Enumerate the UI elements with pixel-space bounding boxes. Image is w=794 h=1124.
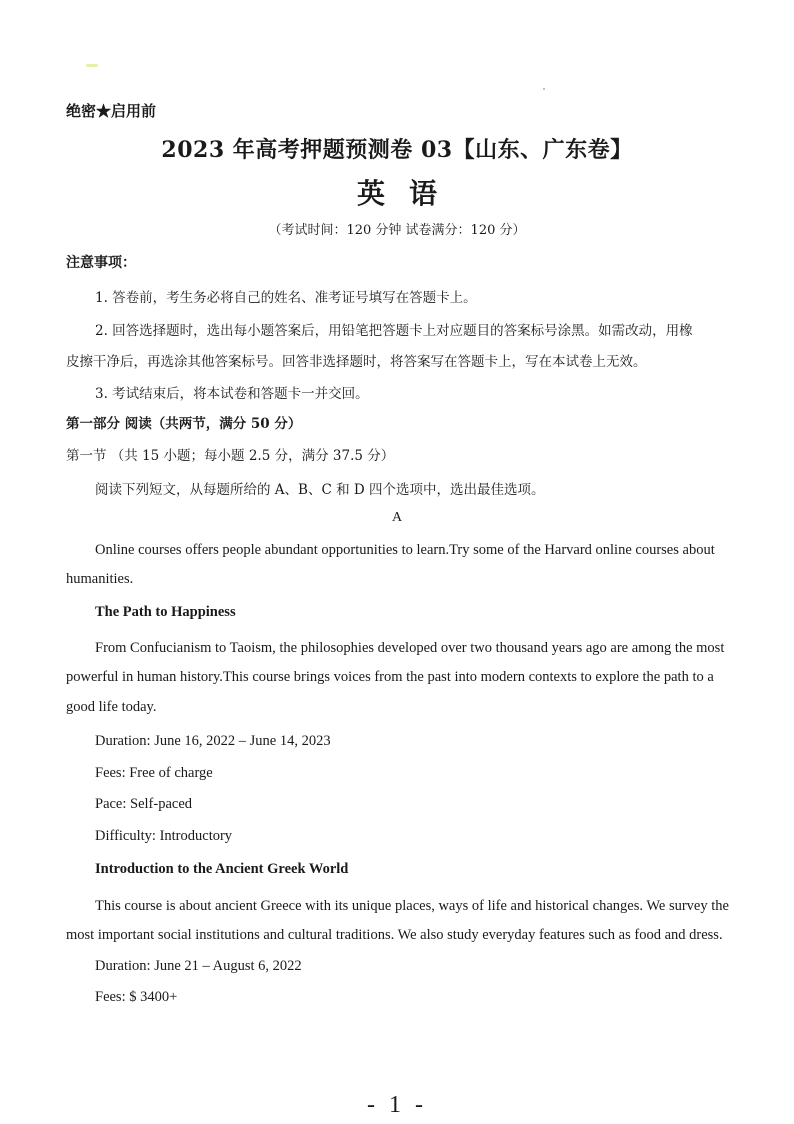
passage-intro-line-2: humanities.: [66, 571, 134, 587]
course-1-pace: Pace: Self-paced: [95, 796, 193, 812]
exam-title: 2023 年高考押题预测卷 03【山东、广东卷】: [161, 137, 633, 163]
course-2-duration: Duration: June 21 – August 6, 2022: [95, 958, 302, 974]
course-1-desc-line-3: good life today.: [66, 699, 157, 715]
exam-info: （考试时间：120 分钟 试卷满分：120 分）: [268, 223, 526, 238]
course-1-difficulty: Difficulty: Introductory: [95, 828, 233, 844]
notice-item-3: 3. 考试结束后，将本试卷和答题卡一并交回。: [95, 386, 369, 402]
part-1-heading: 第一部分 阅读（共两节，满分 50 分）: [66, 416, 302, 432]
page-number: - 1 -: [367, 1092, 427, 1118]
notice-item-1: 1. 答卷前，考生务必将自己的姓名、准考证号填写在答题卡上。: [95, 290, 477, 306]
passage-label: A: [391, 510, 403, 525]
course-1-duration: Duration: June 16, 2022 – June 14, 2023: [95, 733, 331, 749]
course-1-desc-line-1: From Confucianism to Taoism, the philosophies developed over two thousand years ago are among the most: [95, 640, 725, 656]
course-1-title: The Path to Happiness: [95, 604, 236, 620]
scan-dot: [543, 88, 545, 90]
passage-intro-line-1: Online courses offers people abundant opportunities to learn.Try some of the Harvard online courses about: [95, 542, 715, 558]
course-2-desc-line-2: most important social institutions and cultural traditions. We also study everyday features such as food and dress.: [66, 927, 723, 943]
subject-title: 英语: [356, 177, 461, 210]
section-1-heading: 第一节 （共 15 小题；每小题 2.5 分，满分 37.5 分）: [66, 448, 395, 464]
course-2-title: Introduction to the Ancient Greek World: [95, 861, 349, 877]
scan-mark: [86, 64, 98, 67]
secret-label: 绝密★启用前: [66, 102, 157, 120]
notice-item-2-line-2: 皮擦干净后，再选涂其他答案标号。回答非选择题时，将答案写在答题卡上，写在本试卷上无效。: [66, 354, 647, 370]
course-2-fees: Fees: $ 3400+: [95, 989, 178, 1005]
notice-item-2-line-1: 2. 回答选择题时，选出每小题答案后，用铅笔把答题卡上对应题目的答案标号涂黑。如需改动，用橡: [95, 323, 693, 339]
course-1-fees: Fees: Free of charge: [95, 765, 213, 781]
notice-heading: 注意事项：: [66, 255, 136, 271]
course-1-desc-line-2: powerful in human history.This course brings voices from the past into modern contexts to explore the path to a: [66, 669, 714, 685]
reading-instruction: 阅读下列短文，从每题所给的 A、B、C 和 D 四个选项中，选出最佳选项。: [95, 482, 545, 498]
course-2-desc-line-1: This course is about ancient Greece with its unique places, ways of life and historical changes. We survey the: [95, 898, 729, 914]
